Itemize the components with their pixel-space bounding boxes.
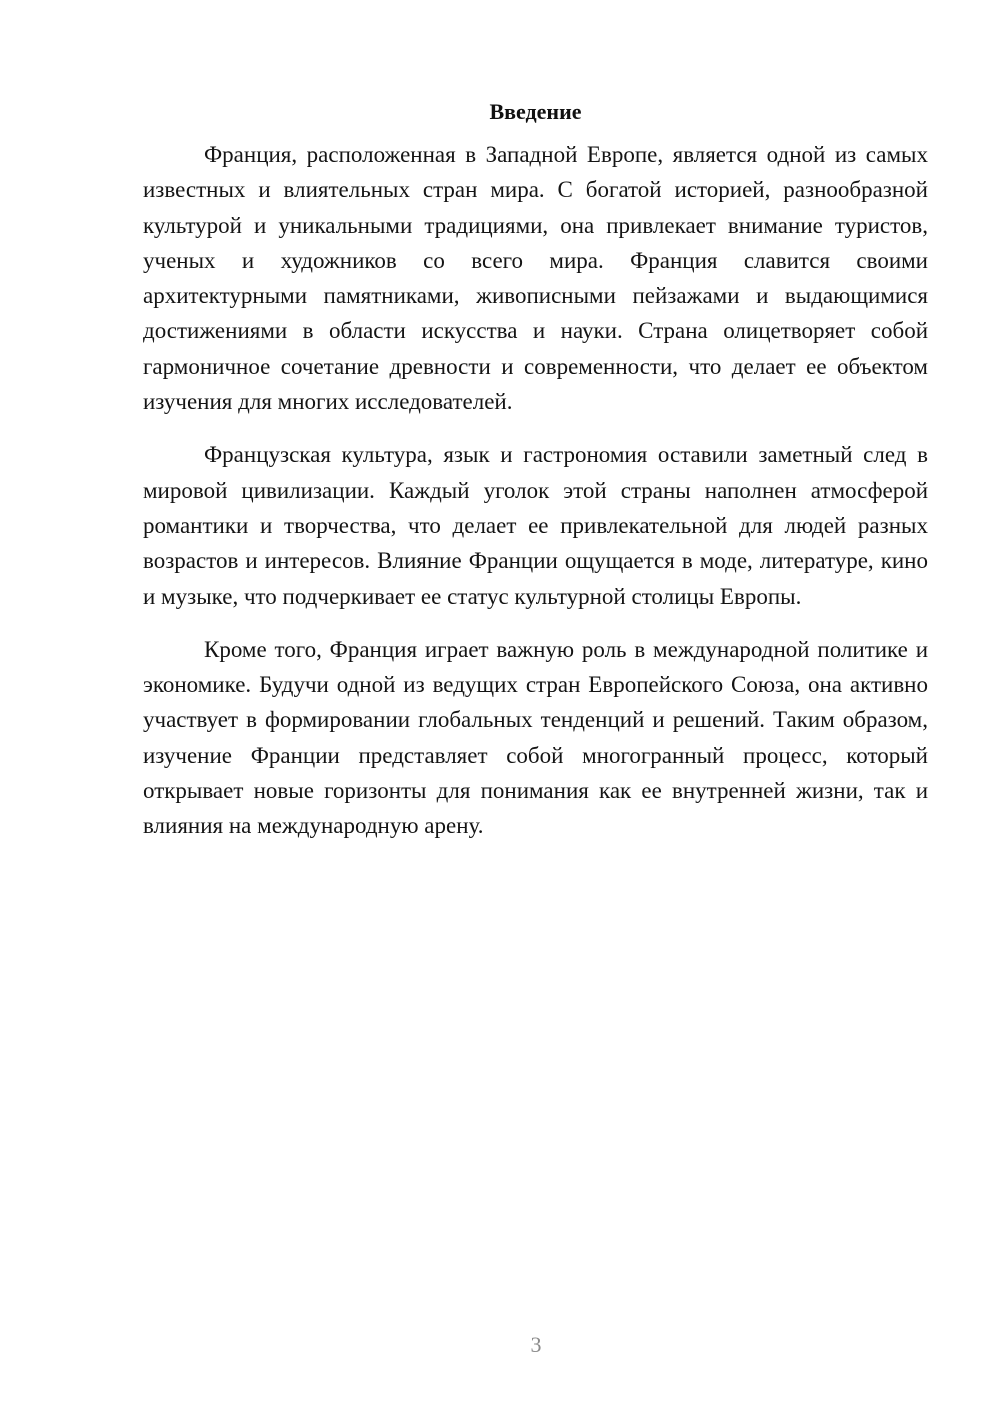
- page-number: 3: [530, 1332, 542, 1357]
- document-body: [143, 97, 928, 862]
- paragraph-1: Франция, расположенная в Западной Европе, является одной из самых известных и влиятельных стран мира. С богатой историей, разнообразной культурой и уникальными традициями, она привлекает внимание туристов, ученых и художников со всего мира. Франция славится своими архитектурными памятниками, живописными пейзажами и выдающимися достижениями в области искусства и науки. Страна олицетворяет собой гармоничное сочетание древности и современности, что делает ее объектом изучения для многих исследователей.: [143, 142, 928, 415]
- paragraph-3: Кроме того, Франция играет важную роль в международной политике и экономике. Будучи одной из ведущих стран Европейского Союза, она активно участвует в формировании глобальных тенденций и решений. Таким образом, изучение Франции представляет собой многогранный процесс, который открывает новые горизонты для понимания как ее внутренней жизни, так и влияния на международную арену.: [143, 636, 928, 839]
- section-title: Введение: [489, 99, 582, 124]
- paragraph-2: Французская культура, язык и гастрономия оставили заметный след в мировой цивилизации. Каждый уголок этой страны наполнен атмосферой романтики и творчества, что делает ее привлекательной для людей разных возрастов и интересов. Влияние Франции ощущается в моде, литературе, кино и музыке, что подчеркивает ее статус культурной столицы Европы.: [143, 442, 928, 609]
